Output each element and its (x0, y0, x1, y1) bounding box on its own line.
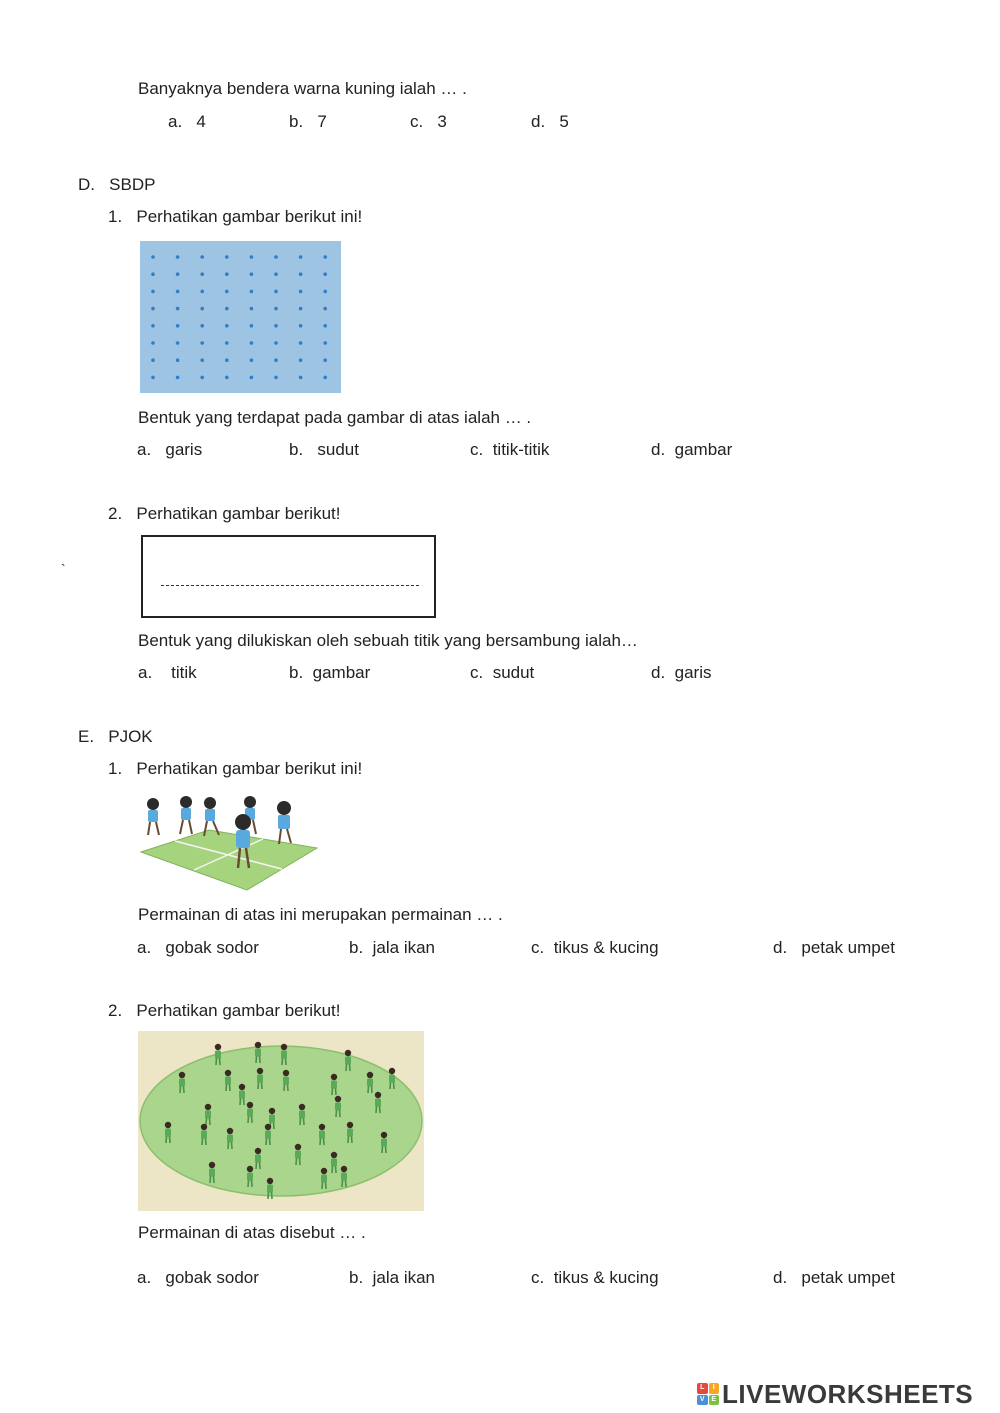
dot-grid-svg (140, 241, 341, 393)
dot (151, 272, 155, 276)
option-b[interactable]: b. jala ikan (349, 1268, 436, 1287)
question-text: Permainan di atas disebut … . (138, 1223, 366, 1242)
dot (200, 376, 204, 380)
dot (323, 376, 327, 380)
dot (225, 307, 229, 311)
option-a[interactable]: a. gobak sodor (137, 938, 259, 957)
dot (250, 255, 254, 259)
option-b[interactable]: b. gambar (289, 663, 371, 682)
dot (323, 307, 327, 311)
dot (200, 341, 204, 345)
dot (176, 341, 180, 345)
dot (299, 272, 303, 276)
dot (151, 358, 155, 362)
dot (151, 255, 155, 259)
dot (176, 255, 180, 259)
dot (225, 341, 229, 345)
dashed-line-box (141, 535, 436, 618)
dot (176, 307, 180, 311)
dot (225, 376, 229, 380)
dot (274, 290, 278, 294)
gobak-sodor-illustration (139, 790, 319, 897)
option-d[interactable]: d. garis (651, 663, 712, 682)
liveworksheets-logo[interactable] (697, 1377, 973, 1411)
question-2-prompt: 2. Perhatikan gambar berikut! (108, 504, 341, 523)
dot (200, 255, 204, 259)
dot (323, 341, 327, 345)
dot (176, 358, 180, 362)
dot (299, 358, 303, 362)
option-a[interactable]: a. gobak sodor (137, 1268, 259, 1287)
dot (151, 324, 155, 328)
dot (274, 255, 278, 259)
dot (274, 307, 278, 311)
option-c[interactable]: c. 3 (410, 112, 447, 131)
option-a[interactable]: a. titik (138, 663, 197, 682)
dot (200, 358, 204, 362)
dot (200, 272, 204, 276)
dot (151, 290, 155, 294)
option-b[interactable]: b. 7 (289, 112, 327, 131)
dot (151, 341, 155, 345)
dot (176, 290, 180, 294)
question-2-prompt: 2. Perhatikan gambar berikut! (108, 1001, 341, 1020)
option-d[interactable]: d. petak umpet (773, 938, 895, 957)
question-text: Bentuk yang dilukiskan oleh sebuah titik yang bersambung ialah… (138, 631, 638, 650)
dot (225, 358, 229, 362)
dot (299, 307, 303, 311)
dot (176, 324, 180, 328)
section-heading-pjok: E. PJOK (78, 727, 153, 746)
dot (323, 272, 327, 276)
option-a[interactable]: a. 4 (168, 112, 206, 131)
dot (274, 341, 278, 345)
dot (323, 255, 327, 259)
option-b[interactable]: b. sudut (289, 440, 359, 459)
field-players-svg (139, 790, 319, 892)
section-heading-sbdp: D. SBDP (78, 175, 156, 194)
dot (151, 376, 155, 380)
dot (225, 290, 229, 294)
dot (200, 324, 204, 328)
dot (299, 290, 303, 294)
logo-mark-icon: L I V E (697, 1383, 719, 1405)
dot (176, 376, 180, 380)
dot (200, 307, 204, 311)
oval-field-svg (138, 1031, 424, 1211)
player (180, 796, 192, 834)
dot (225, 324, 229, 328)
dot (274, 358, 278, 362)
dot-grid-image (140, 241, 341, 393)
dot (274, 376, 278, 380)
option-d[interactable]: d. petak umpet (773, 1268, 895, 1287)
option-a[interactable]: a. garis (137, 440, 203, 459)
oval-field (140, 1046, 422, 1196)
dot (250, 324, 254, 328)
dot (250, 341, 254, 345)
option-d[interactable]: d. gambar (651, 440, 733, 459)
dot (250, 376, 254, 380)
option-d[interactable]: d. 5 (531, 112, 569, 131)
dot (323, 324, 327, 328)
dot (225, 272, 229, 276)
question-text: Permainan di atas ini merupakan permainan … . (138, 905, 503, 924)
option-c[interactable]: c. tikus & kucing (531, 1268, 659, 1287)
dot (250, 358, 254, 362)
player (277, 801, 291, 844)
question-1-prompt: 1. Perhatikan gambar berikut ini! (108, 207, 363, 226)
dot (250, 272, 254, 276)
dot (323, 290, 327, 294)
logo-text: LIVEWORKSHEETS (722, 1378, 974, 1409)
dot (274, 324, 278, 328)
option-c[interactable]: c. tikus & kucing (531, 938, 659, 957)
dot (225, 255, 229, 259)
dot (299, 324, 303, 328)
question-text: Bentuk yang terdapat pada gambar di atas ialah … . (138, 408, 532, 427)
player (147, 798, 159, 835)
dot (274, 272, 278, 276)
dot (151, 307, 155, 311)
dot (250, 290, 254, 294)
dot (299, 255, 303, 259)
question-text: Banyaknya bendera warna kuning ialah … . (138, 79, 467, 98)
option-c[interactable]: c. sudut (470, 663, 535, 682)
dot (299, 376, 303, 380)
option-c[interactable]: c. titik-titik (470, 440, 550, 459)
dot (200, 290, 204, 294)
question-1-prompt: 1. Perhatikan gambar berikut ini! (108, 759, 363, 778)
stray-mark: ` (61, 561, 66, 577)
option-b[interactable]: b. jala ikan (349, 938, 436, 957)
dot (176, 272, 180, 276)
dot (323, 358, 327, 362)
dot (299, 341, 303, 345)
circle-game-illustration (138, 1031, 424, 1216)
dot (250, 307, 254, 311)
dashed-line (161, 585, 419, 586)
